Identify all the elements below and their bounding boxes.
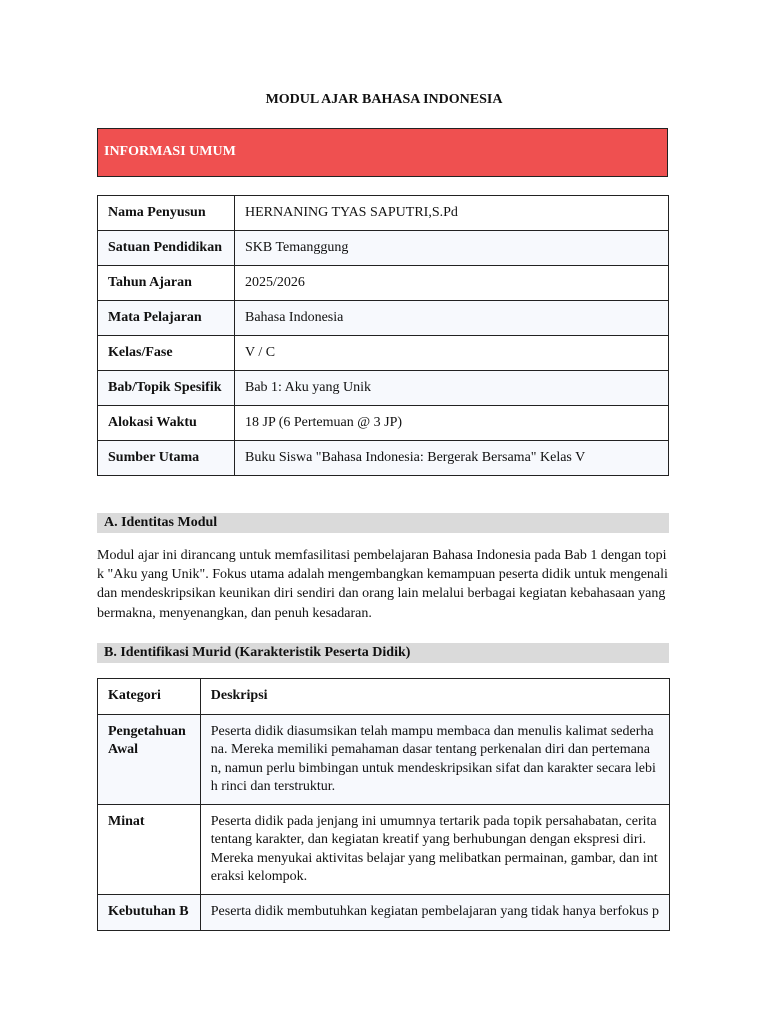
column-header-kategori: Kategori: [98, 679, 201, 715]
info-value: Bahasa Indonesia: [235, 301, 669, 336]
info-value: HERNANING TYAS SAPUTRI,S.Pd: [235, 196, 669, 231]
kategori-cell: Kebutuhan B: [98, 895, 201, 930]
table-row: [98, 196, 669, 231]
table-row: [98, 441, 669, 476]
deskripsi-cell: Peserta didik diasumsikan telah mampu membaca dan menulis kalimat sederhana. Mereka memiliki pemahaman dasar tentang perkenalan diri dan pertemanan, namun perlu bimbingan untuk mendeskripsikan sifat dan karakter secara lebih rinci dan terstruktur.: [200, 715, 669, 805]
identifikasi-murid-table: [97, 678, 670, 931]
info-label: Tahun Ajaran: [98, 266, 235, 301]
table-row: [98, 371, 669, 406]
table-row: [98, 266, 669, 301]
info-umum-banner: INFORMASI UMUM: [97, 128, 668, 177]
table-row: [98, 231, 669, 266]
info-value: Buku Siswa "Bahasa Indonesia: Bergerak Bersama" Kelas V: [235, 441, 669, 476]
info-label: Kelas/Fase: [98, 336, 235, 371]
kategori-cell: Pengetahuan Awal: [98, 715, 201, 805]
info-label: Alokasi Waktu: [98, 406, 235, 441]
info-label: Bab/Topik Spesifik: [98, 371, 235, 406]
info-value: V / C: [235, 336, 669, 371]
section-a-paragraph: Modul ajar ini dirancang untuk memfasilitasi pembelajaran Bahasa Indonesia pada Bab 1 dengan topik "Aku yang Unik". Fokus utama adalah mengembangkan kemampuan peserta didik untuk mengenali dan mendeskripsikan keunikan diri sendiri dan orang lain melalui berbagai kegiatan kebahasaan yang bermakna, menyenangkan, dan penuh kesadaran.: [97, 548, 668, 621]
table-row: [98, 715, 670, 805]
table-row: [98, 406, 669, 441]
table-row: [98, 336, 669, 371]
info-label: Nama Penyusun: [98, 196, 235, 231]
info-value: SKB Temanggung: [235, 231, 669, 266]
column-header-deskripsi: Deskripsi: [200, 679, 669, 715]
table-header-row: [98, 679, 670, 715]
info-value: 18 JP (6 Pertemuan @ 3 JP): [235, 406, 669, 441]
info-label: Mata Pelajaran: [98, 301, 235, 336]
info-value: 2025/2026: [235, 266, 669, 301]
section-a-heading: A. Identitas Modul: [97, 513, 669, 533]
deskripsi-cell: Peserta didik pada jenjang ini umumnya tertarik pada topik persahabatan, cerita tentang karakter, dan kegiatan kreatif yang berhubungan dengan ekspresi diri. Mereka menyukai aktivitas belajar yang melibatkan permainan, gambar, dan interaksi kelompok.: [200, 805, 669, 895]
table-row: [98, 301, 669, 336]
page-title: MODUL AJAR BAHASA INDONESIA: [265, 92, 503, 107]
table-row: [98, 895, 670, 930]
section-b-heading: B. Identifikasi Murid (Karakteristik Peserta Didik): [97, 643, 669, 663]
info-label: Satuan Pendidikan: [98, 231, 235, 266]
kategori-cell: Minat: [98, 805, 201, 895]
info-value: Bab 1: Aku yang Unik: [235, 371, 669, 406]
info-umum-table: [97, 195, 669, 476]
deskripsi-cell: Peserta didik membutuhkan kegiatan pembelajaran yang tidak hanya berfokus p: [200, 895, 669, 930]
table-row: [98, 805, 670, 895]
info-label: Sumber Utama: [98, 441, 235, 476]
